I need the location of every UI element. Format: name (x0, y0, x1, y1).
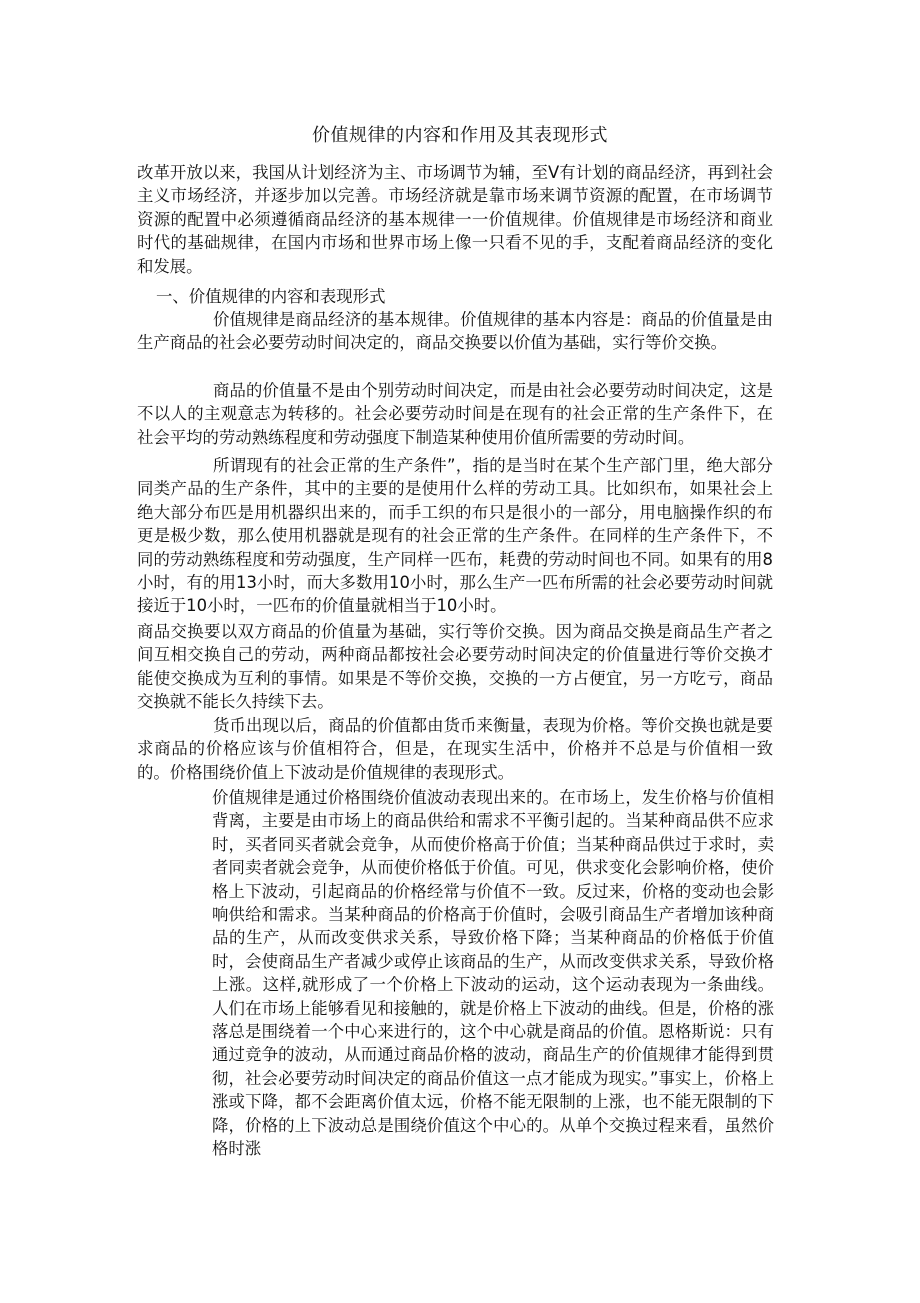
body-paragraph: 商品交换要以双方商品的价值量为基础，实行等价交换。因为商品交换是商品生产者之间互相交换自己的劳动，两种商品都按社会必要劳动时间决定的价值量进行等价交换才能使交换成为互利的事情。如果是不等价交换，交换的一方占便宜，另一方吃亏，商品交换就不能长久持续下去。 (137, 622, 773, 712)
section-heading: 一、价值规律的内容和表现形式 (156, 287, 386, 306)
body-paragraph: 所谓现有的社会正常的生产条件”，指的是当时在某个生产部门里，绝大部分同类产品的生产条件，其中的主要的是使用什么样的劳动工具。比如织布，如果社会上绝大部分布匹是用机器织出来的，而手工织的布只是很小的一部分，用电脑操作织的布更是极少数，那么使用机器就是现有的社会正常的生产条件。在同样的生产条件下，不同的劳动熟练程度和劳动强度，生产同样一匹布，耗费的劳动时间也不同。如果有的用8小时，有的用13小时，而大多数用10小时，那么生产一匹布所需的社会必要劳动时间就接近于10小时，一匹布的价值量就相当于10小时。 (137, 456, 773, 616)
body-paragraph: 价值规律是商品经济的基本规律。价值规律的基本内容是：商品的价值量是由生产商品的社会必要劳动时间决定的，商品交换要以价值为基础，实行等价交换。 (137, 310, 773, 353)
body-paragraph: 货币出现以后，商品的价值都由货币来衡量，表现为价格。等价交换也就是要求商品的价格应该与价值相符合，但是，在现实生活中，价格并不总是与价值相一致的。价格围绕价值上下波动是价值规律的表现形式。 (137, 716, 773, 782)
intro-paragraph: 改革开放以来，我国从计划经济为主、市场调节为辅，至V有计划的商品经济，再到社会主义市场经济，并逐步加以完善。市场经济就是靠市场来调节资源的配置，在市场调节资源的配置中必须遵循商品经济的基本规律一一价值规律。价值规律是市场经济和商业时代的基础规律，在国内市场和世界市场上像一只看不见的手，支配着商品经济的变化和发展。 (137, 163, 773, 276)
document-title: 价值规律的内容和作用及其表现形式 (312, 125, 608, 146)
body-paragraph: 商品的价值量不是由个别劳动时间决定，而是由社会必要劳动时间决定，这是不以人的主观意志为转移的。社会必要劳动时间是在现有的社会正常的生产条件下，在社会平均的劳动熟练程度和劳动强度下制造某种使用价值所需要的劳动时间。 (137, 381, 773, 447)
indented-block-paragraph: 价值规律是通过价格围绕价值波动表现出来的。在市场上，发生价格与价值相背离，主要是由市场上的商品供给和需求不平衡引起的。当某种商品供不应求时，买者同买者就会竞争，从而使价格高于价值；当某种商品供过于求时，卖者同卖者就会竞争，从而使价格低于价值。可见，供求变化会影响价格，使价格上下波动，引起商品的价格经常与价值不一致。反过来，价格的变动也会影响供给和需求。当某种商品的价格高于价值时，会吸引商品生产者增加该种商品的生产，从而改变供求关系，导致价格下降；当某种商品的价格低于价值时，会使商品生产者减少或停止该商品的生产，从而改变供求关系，导致价格上涨。这样,就形成了一个价格上下波动的运动，这个运动表现为一条曲线。人们在市场上能够看见和接触的，就是价格上下波动的曲线。但是，价格的涨落总是围绕着一个中心来进行的，这个中心就是商品的价值。恩格斯说：只有通过竞争的波动，从而通过商品价格的波动，商品生产的价值规律才能得到贯彻，社会必要劳动时间决定的商品价值这一点才能成为现实。”事实上，价格上涨或下降，都不会距离价值太远，价格不能无限制的上涨，也不能无限制的下降，价格的上下波动总是围绕价值这个中心的。从单个交换过程来看，虽然价格时涨 (212, 788, 774, 1159)
